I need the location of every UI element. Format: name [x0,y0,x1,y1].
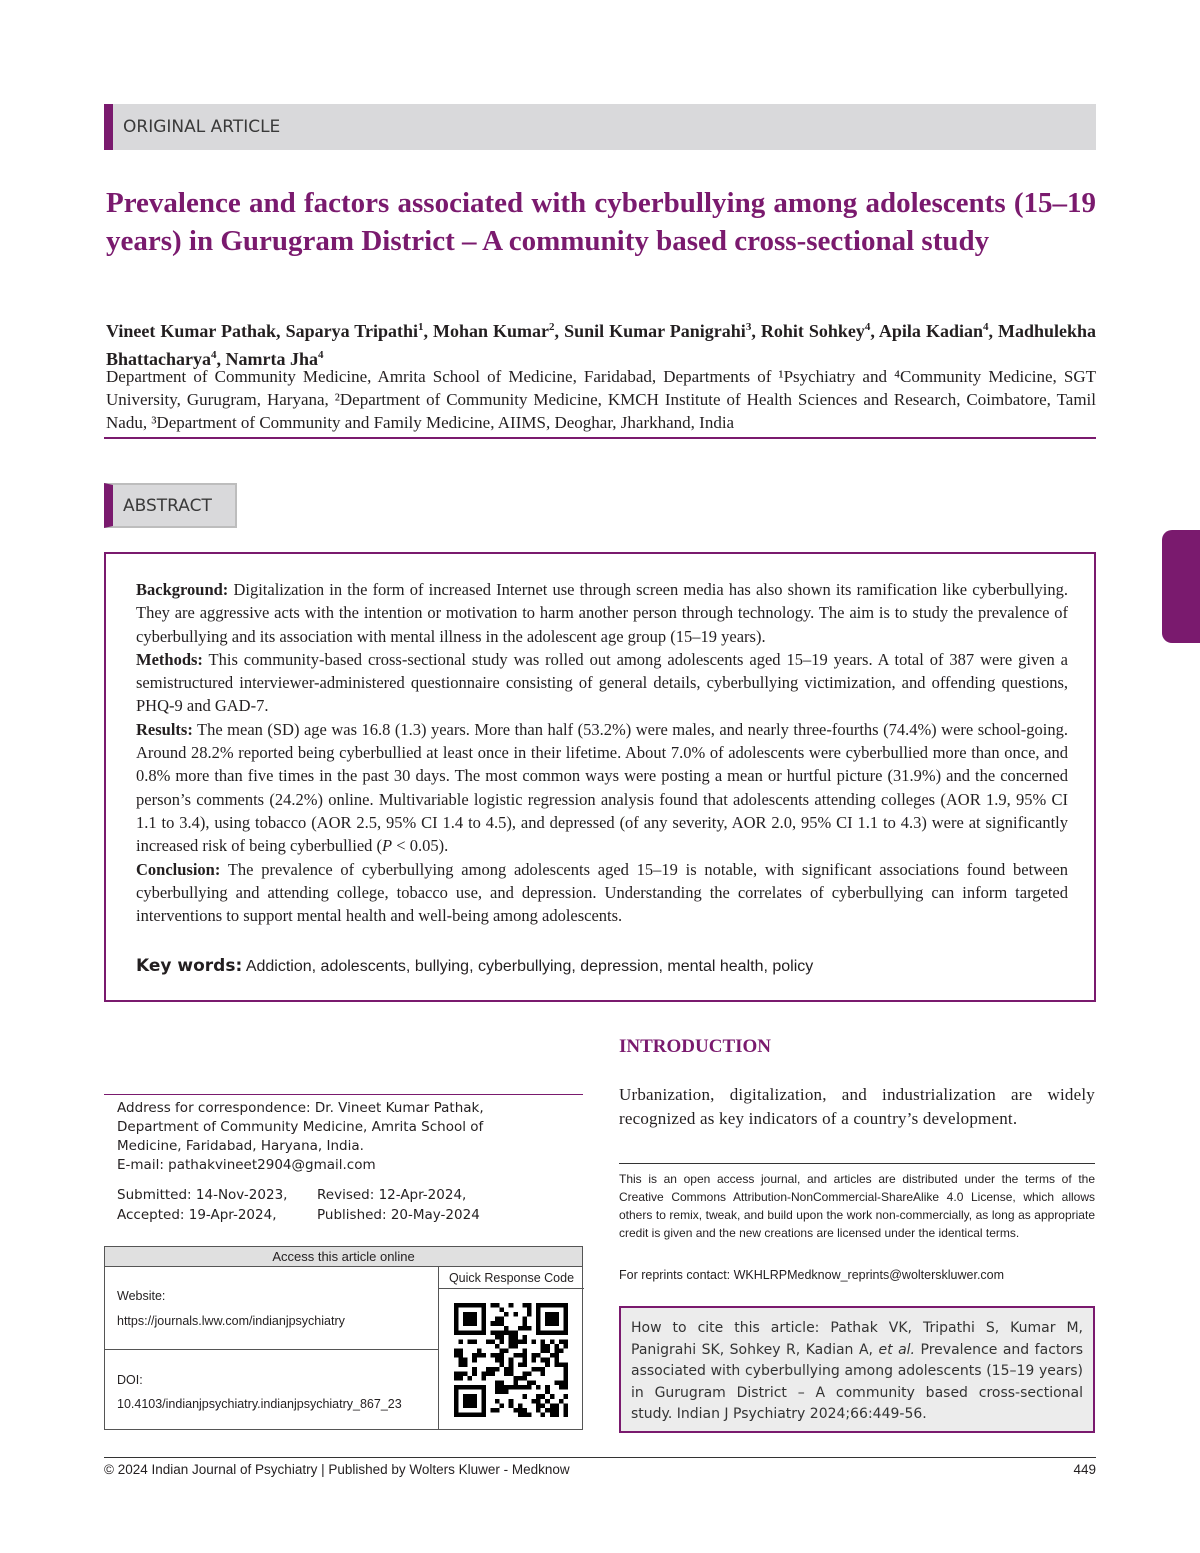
doi-link[interactable]: 10.4103/indianjpsychiatry.indianjpsychiatry_867_23 [117,1397,402,1411]
citation-box [619,1306,1095,1433]
accepted-date: Accepted: 19-Apr-2024, [117,1207,277,1223]
article-type-label: ORIGINAL ARTICLE [123,117,281,137]
results-text-end: < 0.05). [392,836,449,856]
correspondence-name: Dr. Vineet Kumar Pathak, [314,1100,484,1116]
side-tab-marker [1162,530,1200,643]
methods-text: This community-based cross-sectional study was rolled out among adolescents aged 15–19 years. A total of 387 were given a semistructured interviewer-administered questionnaire consisting of general details, cyberbullying victimization, and offending questions, PHQ-9 and GAD-7. [136,649,1068,716]
qr-label: Quick Response Code [438,1267,584,1289]
author-affiliation-mark: 4 [864,321,871,333]
background-label: Background: [136,580,229,599]
author-name: Rohit Sohkey [760,321,865,341]
results-p-symbol: P [382,836,393,856]
footer-copyright: © 2024 Indian Journal of Psychiatry | Published by Wolters Kluwer - Medknow [104,1462,570,1477]
methods-label: Methods: [136,649,203,669]
results-label: Results: [136,719,193,739]
author-affiliation-mark: 2 [549,321,555,333]
abstract-body [136,578,1068,927]
license-text: This is an open access journal, and articles are distributed under the terms of the Creative Commons Attribution-NonCommercial-ShareAlike 4.0 License, which allows others to remix, tweak, and build upon the work non-commercially, as long as appropriate credit is given and the new creations are licensed under the identical terms. [619,1172,1095,1240]
reprints-contact[interactable]: For reprints contact: WKHLRPMedknow_reprints@wolterskluwer.com [619,1268,1005,1282]
keywords [136,956,1068,976]
affiliation-divider [104,437,1096,439]
submitted-date: Submitted: 14-Nov-2023, [117,1187,288,1203]
author-name: Vineet Kumar Pathak [106,321,277,341]
background-text: Digitalization in the form of increased Internet use through screen media has also shown its ramification like cyberbullying. They are aggressive acts with the intention or motivation to harm another person through technology. The aim is to study the prevalence of cyberbullying and its association with mental illness in the adolescent age group (15–19 years). [136,580,1068,646]
correspondence-email[interactable]: E-mail: pathakvineet2904@gmail.com [117,1157,376,1173]
abstract-background [136,578,1068,648]
author-affiliation-mark: 4 [211,349,217,361]
revised-date: Revised: 12-Apr-2024, [317,1187,467,1203]
qr-cell [438,1289,584,1430]
author-name: Mohan Kumar [433,321,550,341]
introduction-heading: INTRODUCTION [619,1036,772,1057]
affiliations: Department of Community Medicine, Amrita School of Medicine, Faridabad, Departments of ¹Psychiatry and ⁴Community Medicine, SGT University, Gurugram, Haryana, ²Department of Community Medicine, KMCH Institute of Health Sciences and Research, Coimbatore, Tamil Nadu, ³Department of Community and Family Medicine, AIIMS, Deoghar, Jharkhand, India [106,367,1096,432]
abstract-methods [136,648,1068,718]
doi-label: DOI: [117,1373,143,1387]
conclusion-label: Conclusion: [136,859,221,879]
website-link[interactable]: https://journals.lww.com/indianjpsychiatry [117,1314,345,1328]
article-type-banner [104,104,1096,150]
abstract-conclusion [136,858,1068,928]
keywords-text: Addiction, adolescents, bullying, cyberbullying, depression, mental health, policy [245,958,814,975]
license-divider [619,1163,1095,1164]
access-online-table [104,1246,583,1430]
article-dates [117,1185,480,1225]
table-row-divider [105,1349,438,1350]
abstract-banner [104,483,237,528]
abstract-results [136,718,1068,858]
footer-divider [104,1457,1096,1458]
author-affiliation-mark: 4 [982,321,989,333]
access-heading: Access this article online [105,1247,582,1267]
article-title: Prevalence and factors associated with cyberbullying among adolescents (15–19 years) in Gurugram District – A community based cross-sectional study [106,187,1096,257]
qr-code-icon[interactable] [453,1303,569,1417]
page-number: 449 [1073,1462,1096,1477]
correspondence-label: Address for correspondence: [117,1100,311,1116]
published-date: Published: 20-May-2024 [317,1207,480,1223]
citation-text [631,1318,1083,1426]
abstract-box [104,552,1096,1002]
author-name: Sunil Kumar Panigrahi [564,321,746,341]
citation-etal: et al. [878,1341,916,1358]
author-name: Namrta Jha [225,349,318,369]
citation-suffix: Prevalence and factors associated with cyberbullying among adolescents (15–19 years) in Gurugram District – A community based cross-sectional study. Indian J Psychiatry 2024;66:449-56. [631,1341,1083,1422]
citation-prefix: How to cite this article: Pathak VK, Tripathi S, Kumar M, Panigrahi SK, Sohkey R, Kadian A, [631,1320,1083,1358]
results-text: The mean (SD) age was 16.8 (1.3) years. More than half (53.2%) were males, and nearly three-fourths (74.4%) were school-going. Around 28.2% reported being cyberbullied at least once in their lifetime. About 7.0% of adolescents were cyberbullied more than once, and 0.8% more than five times in the past 30 days. The most common ways were posting a mean or hurtful picture (31.9%) and the concerned person’s comments (24.2%) online. Multivariable logistic regression analysis found that adolescents attending colleges (AOR 1.9, 95% CI 1.1 to 3.4), using tobacco (AOR 2.5, 95% CI 1.4 to 4.5), and depressed (of any severity, AOR 2.0, 95% CI 1.1 to 4.3) were at significantly increased risk of being cyberbullied ( [136,719,1068,856]
author-affiliation-mark: 3 [745,321,752,333]
author-name: Madhulekha Bhattacharya [106,321,1097,369]
conclusion-text: The prevalence of cyberbullying among adolescents aged 15–19 is notable, with significant associations found between cyberbullying and attending college, tobacco use, and depression. Understanding the correlates of cyberbullying can inform targeted interventions to support mental health and well-being among adolescents. [136,859,1068,926]
correspondence-line-2: Department of Community Medicine, Amrita School of [117,1119,484,1135]
author-affiliation-mark: 1 [417,321,424,333]
author-affiliation-mark: 4 [318,349,324,361]
author-name: Saparya Tripathi [285,321,418,341]
correspondence-divider [104,1094,583,1095]
correspondence-block [117,1099,577,1175]
correspondence-line-3: Medicine, Faridabad, Haryana, India. [117,1138,364,1154]
abstract-heading: ABSTRACT [123,495,212,516]
introduction-text: Urbanization, digitalization, and industrialization are widely recognized as key indicators of a country’s development. [619,1085,1095,1128]
author-list: Vineet Kumar Pathak, Saparya Tripathi$^1$, Mohan Kumar$^2$, Sunil Kumar Panigrahi$^3$, Rohit Sohkey$^4$, Apila Kadian$^4$, Madhulekha Bhattacharya$^4$, Namrta Jha$^4$ [106,321,1097,369]
author-name: Apila Kadian [878,321,983,341]
website-label: Website: [117,1289,166,1303]
keywords-label: Key words: [136,956,243,976]
